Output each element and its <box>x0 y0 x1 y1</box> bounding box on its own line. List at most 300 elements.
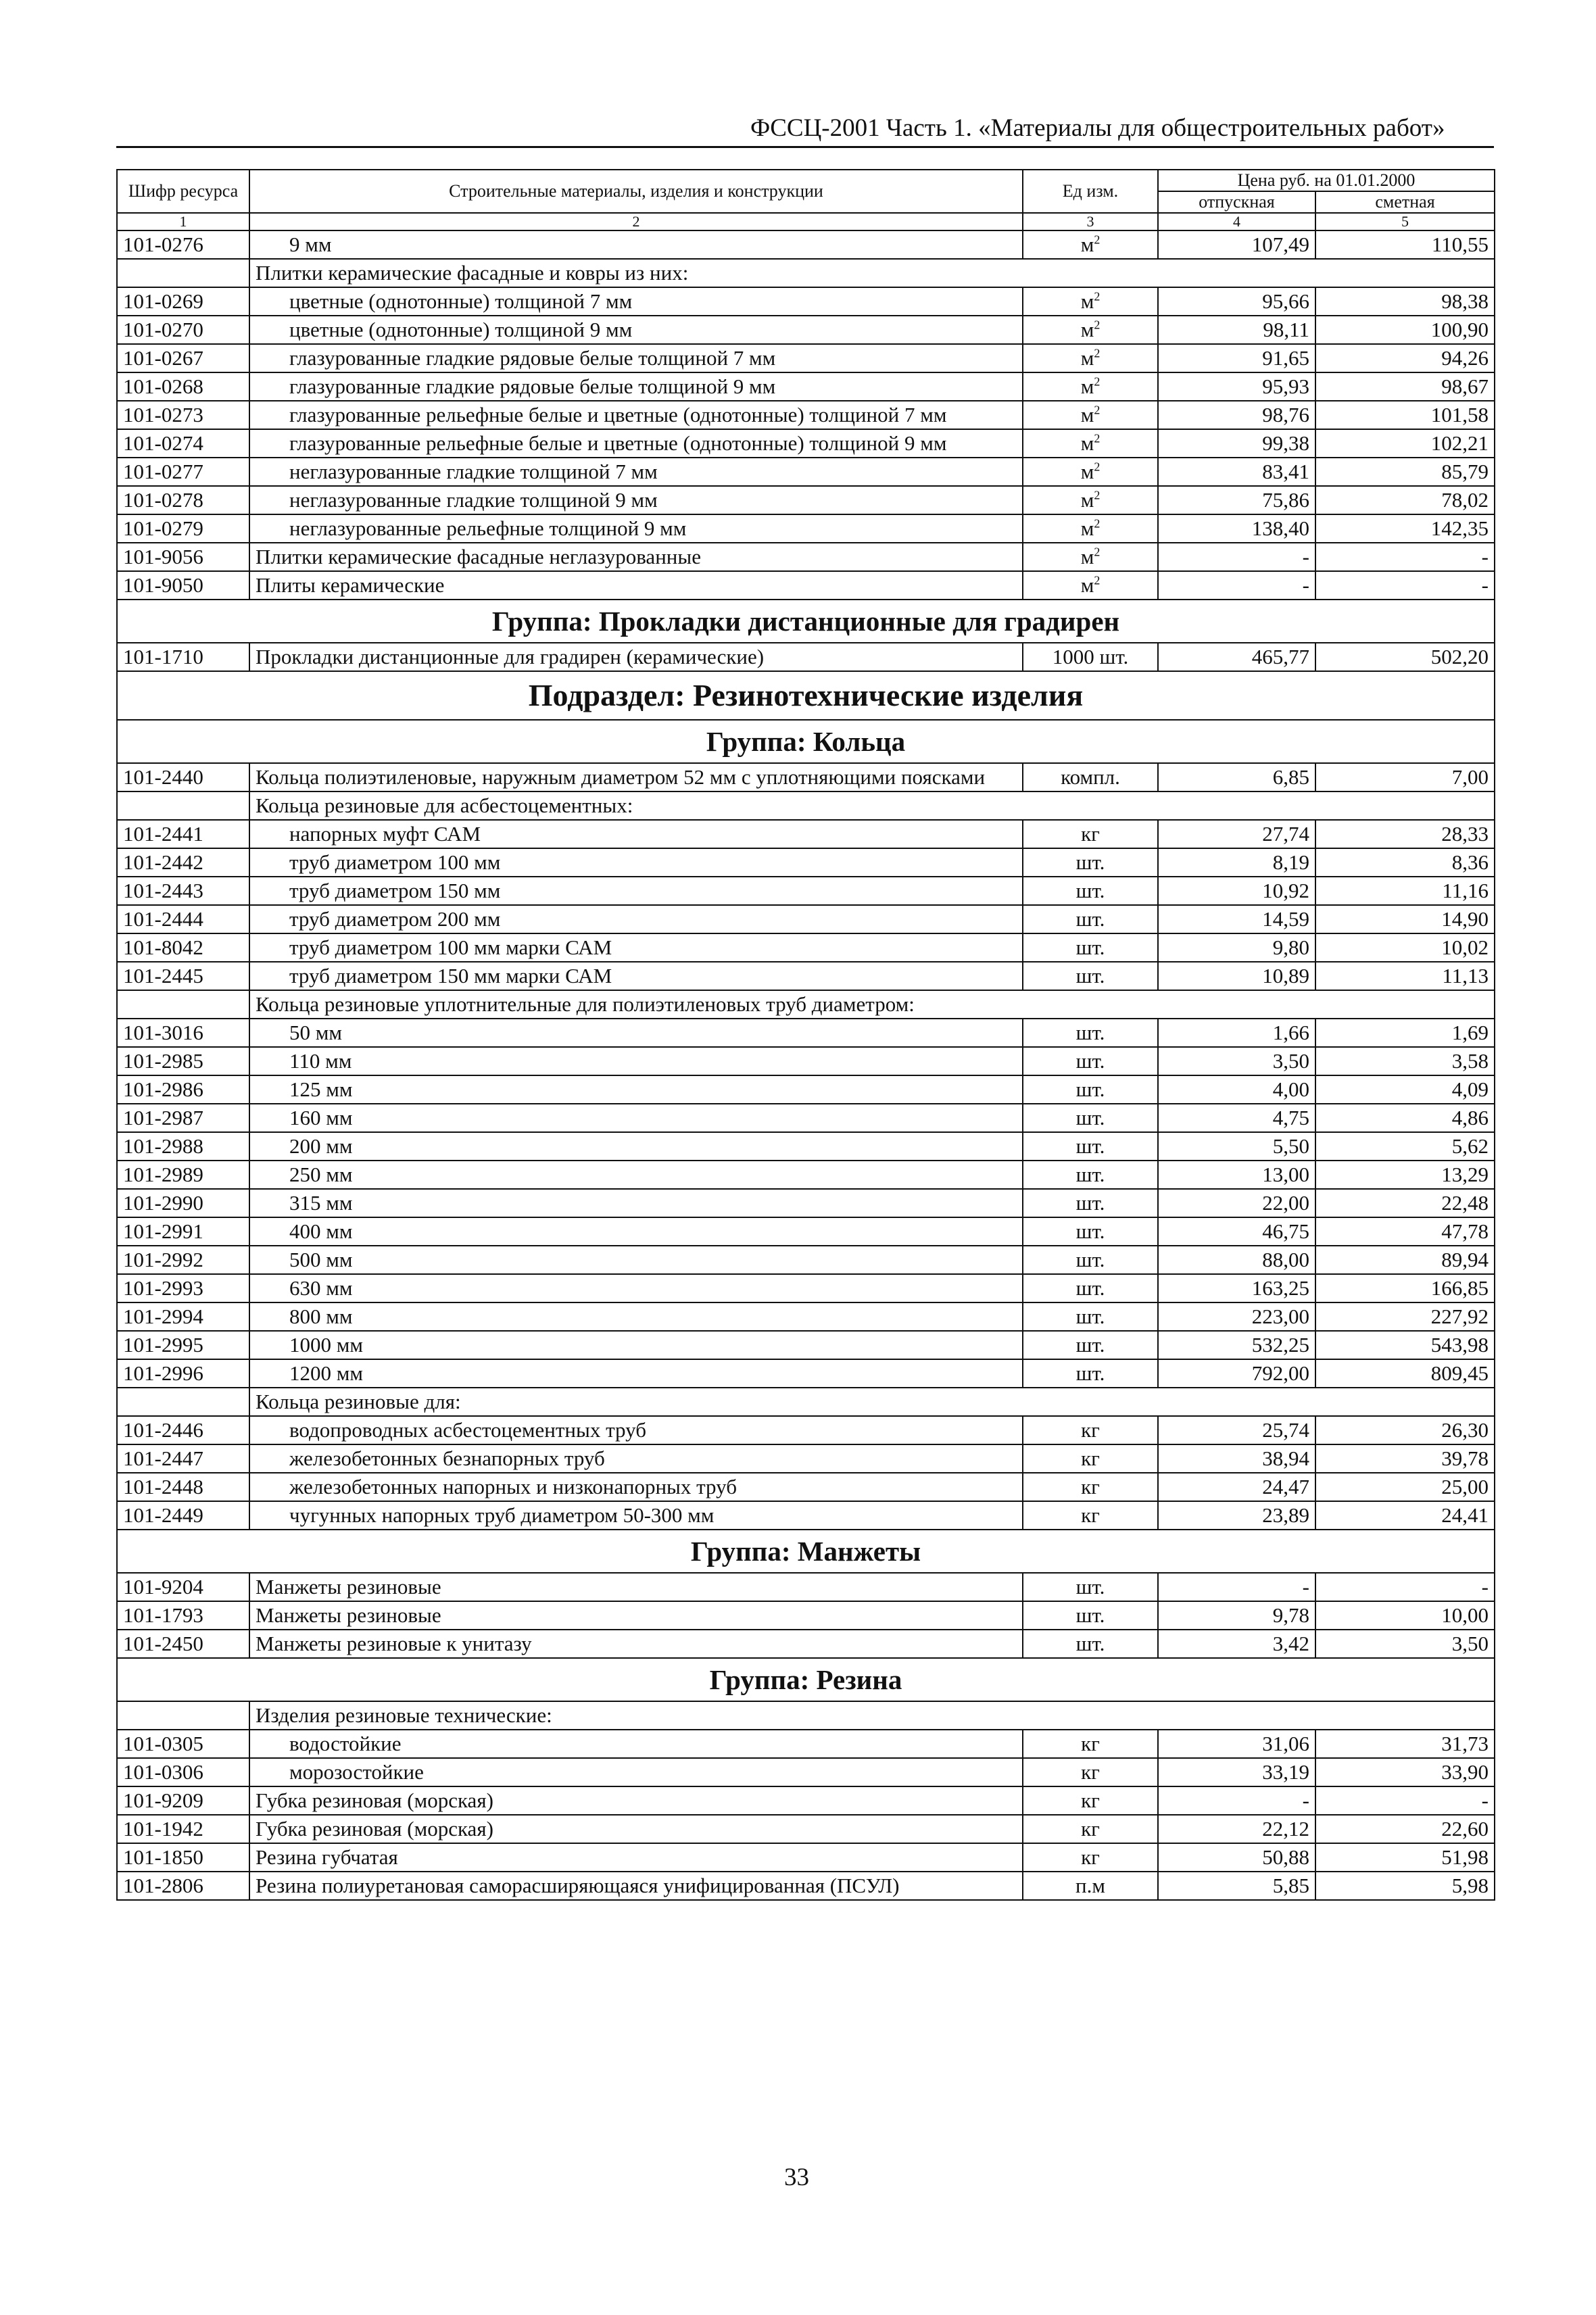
group-heading-row <box>117 600 1495 643</box>
unit-of-measure: шт. <box>1075 879 1105 902</box>
caption-text: Кольца резиновые уплотнительные для полиэтиленовых труб диаметром: <box>249 990 1495 1019</box>
release-price: 46,75 <box>1158 1217 1315 1246</box>
unit-cell <box>1023 962 1158 990</box>
estimate-price: 51,98 <box>1315 1843 1495 1872</box>
table-row <box>117 1132 1495 1161</box>
estimate-price: 22,60 <box>1315 1815 1495 1843</box>
release-price: 95,93 <box>1158 372 1315 401</box>
group-heading: Группа: Кольца <box>117 720 1495 763</box>
material-name: труб диаметром 150 мм марки САМ <box>249 962 1023 990</box>
unit-exponent: 2 <box>1094 346 1101 360</box>
release-price: 138,40 <box>1158 514 1315 543</box>
estimate-price: 89,94 <box>1315 1246 1495 1274</box>
estimate-price: 14,90 <box>1315 905 1495 933</box>
column-number: 3 <box>1023 213 1158 230</box>
table-row <box>117 1359 1495 1388</box>
unit-of-measure: м <box>1080 289 1094 313</box>
release-price: 223,00 <box>1158 1302 1315 1331</box>
estimate-price: 94,26 <box>1315 344 1495 372</box>
unit-of-measure: шт. <box>1075 1077 1105 1101</box>
release-price: 9,80 <box>1158 933 1315 962</box>
material-name: 110 мм <box>249 1047 1023 1075</box>
release-price: 1,66 <box>1158 1019 1315 1047</box>
resource-code: 101-9056 <box>117 543 249 571</box>
material-name: глазурованные рельефные белые и цветные (однотонные) толщиной 7 мм <box>249 401 1023 429</box>
estimate-price: 102,21 <box>1315 429 1495 458</box>
estimate-price: 110,55 <box>1315 230 1495 259</box>
table-row <box>117 230 1495 259</box>
section-heading-row <box>117 671 1495 720</box>
material-name: неглазурованные гладкие толщиной 7 мм <box>249 458 1023 486</box>
release-price: 75,86 <box>1158 486 1315 514</box>
unit-cell <box>1023 1786 1158 1815</box>
release-price: 23,89 <box>1158 1501 1315 1530</box>
resource-code: 101-1850 <box>117 1843 249 1872</box>
release-price: 31,06 <box>1158 1730 1315 1758</box>
page-number: 33 <box>784 2164 809 2191</box>
release-price: 13,00 <box>1158 1161 1315 1189</box>
column-number: 4 <box>1158 213 1315 230</box>
estimate-price: 101,58 <box>1315 401 1495 429</box>
table-row <box>117 1444 1495 1473</box>
estimate-price: 8,36 <box>1315 848 1495 877</box>
resource-code: 101-2985 <box>117 1047 249 1075</box>
resource-code: 101-2442 <box>117 848 249 877</box>
material-name: Губка резиновая (морская) <box>249 1786 1023 1815</box>
price-table <box>116 169 1495 1901</box>
unit-cell <box>1023 1047 1158 1075</box>
release-price: 14,59 <box>1158 905 1315 933</box>
table-row <box>117 1730 1495 1758</box>
release-price: 5,50 <box>1158 1132 1315 1161</box>
resource-code: 101-0268 <box>117 372 249 401</box>
column-number-row <box>117 213 1495 230</box>
column-header-price: Цена руб. на 01.01.2000 <box>1158 170 1495 191</box>
estimate-price: 11,13 <box>1315 962 1495 990</box>
unit-cell <box>1023 1161 1158 1189</box>
unit-cell <box>1023 1416 1158 1444</box>
resource-code: 101-0269 <box>117 287 249 316</box>
table-row <box>117 1786 1495 1815</box>
group-heading: Группа: Манжеты <box>117 1530 1495 1573</box>
table-row <box>117 763 1495 791</box>
column-header-code: Шифр ресурса <box>117 170 249 213</box>
release-price: 5,85 <box>1158 1872 1315 1900</box>
resource-code: 101-2989 <box>117 1161 249 1189</box>
estimate-price: 11,16 <box>1315 877 1495 905</box>
material-name: Кольца полиэтиленовые, наружным диаметром 52 мм с уплотняющими поясками <box>249 763 1023 791</box>
unit-of-measure: 1000 шт. <box>1052 645 1129 668</box>
material-name: 1200 мм <box>249 1359 1023 1388</box>
material-name: водостойкие <box>249 1730 1023 1758</box>
resource-code: 101-2987 <box>117 1104 249 1132</box>
material-name: Прокладки дистанционные для градирен (керамические) <box>249 643 1023 671</box>
resource-code: 101-2445 <box>117 962 249 990</box>
unit-of-measure: м <box>1080 403 1094 427</box>
caption-text: Изделия резиновые технические: <box>249 1701 1495 1730</box>
column-header-release-price: отпускная <box>1158 191 1315 213</box>
release-price: 83,41 <box>1158 458 1315 486</box>
material-name: цветные (однотонные) толщиной 9 мм <box>249 316 1023 344</box>
group-heading-row <box>117 1530 1495 1573</box>
resource-code: 101-2441 <box>117 820 249 848</box>
unit-cell <box>1023 1189 1158 1217</box>
unit-cell <box>1023 1359 1158 1388</box>
table-row <box>117 514 1495 543</box>
unit-of-measure: кг <box>1081 1845 1100 1869</box>
material-name: 160 мм <box>249 1104 1023 1132</box>
resource-code: 101-0279 <box>117 514 249 543</box>
resource-code: 101-2444 <box>117 905 249 933</box>
unit-of-measure: м <box>1080 233 1094 256</box>
section-heading: Подраздел: Резинотехнические изделия <box>117 671 1495 720</box>
unit-of-measure: м <box>1080 318 1094 341</box>
table-row <box>117 848 1495 877</box>
unit-exponent: 2 <box>1094 488 1101 502</box>
unit-cell <box>1023 1501 1158 1530</box>
unit-cell <box>1023 1104 1158 1132</box>
group-heading: Группа: Прокладки дистанционные для градирен <box>117 600 1495 643</box>
table-header-row <box>117 170 1495 191</box>
resource-code: 101-2991 <box>117 1217 249 1246</box>
release-price: 9,78 <box>1158 1601 1315 1630</box>
unit-cell <box>1023 230 1158 259</box>
estimate-price: 10,02 <box>1315 933 1495 962</box>
material-name: 50 мм <box>249 1019 1023 1047</box>
unit-of-measure: м <box>1080 346 1094 370</box>
column-header-unit: Ед изм. <box>1023 170 1158 213</box>
unit-cell <box>1023 1331 1158 1359</box>
unit-cell <box>1023 1132 1158 1161</box>
release-price: - <box>1158 543 1315 571</box>
estimate-price: 33,90 <box>1315 1758 1495 1786</box>
table-row <box>117 1217 1495 1246</box>
document-header-title: ФССЦ-2001 Часть 1. «Материалы для общестроительных работ» <box>750 114 1445 142</box>
resource-code: 101-2986 <box>117 1075 249 1104</box>
material-name: 1000 мм <box>249 1331 1023 1359</box>
caption-text: Кольца резиновые для: <box>249 1388 1495 1416</box>
unit-exponent: 2 <box>1094 516 1101 531</box>
material-name: глазурованные рельефные белые и цветные (однотонные) толщиной 9 мм <box>249 429 1023 458</box>
resource-code: 101-2992 <box>117 1246 249 1274</box>
table-row <box>117 962 1495 990</box>
material-name: Манжеты резиновые <box>249 1601 1023 1630</box>
unit-cell <box>1023 1302 1158 1331</box>
unit-of-measure: шт. <box>1075 1191 1105 1215</box>
estimate-price: - <box>1315 1573 1495 1601</box>
estimate-price: 5,62 <box>1315 1132 1495 1161</box>
unit-of-measure: компл. <box>1061 765 1120 789</box>
unit-exponent: 2 <box>1094 289 1101 303</box>
unit-cell <box>1023 1601 1158 1630</box>
unit-of-measure: кг <box>1081 1817 1100 1841</box>
table-row <box>117 1104 1495 1132</box>
release-price: 6,85 <box>1158 763 1315 791</box>
unit-of-measure: шт. <box>1075 1575 1105 1599</box>
table-row <box>117 1019 1495 1047</box>
table-row <box>117 1302 1495 1331</box>
table-row <box>117 1161 1495 1189</box>
resource-code: 101-0277 <box>117 458 249 486</box>
unit-cell <box>1023 1730 1158 1758</box>
resource-code: 101-0305 <box>117 1730 249 1758</box>
estimate-price: 3,58 <box>1315 1047 1495 1075</box>
resource-code: 101-0270 <box>117 316 249 344</box>
unit-cell <box>1023 1246 1158 1274</box>
resource-code: 101-0273 <box>117 401 249 429</box>
unit-of-measure: шт. <box>1075 1333 1105 1357</box>
estimate-price: - <box>1315 571 1495 600</box>
release-price: 3,42 <box>1158 1630 1315 1658</box>
resource-code: 101-9050 <box>117 571 249 600</box>
material-name: 125 мм <box>249 1075 1023 1104</box>
table-row <box>117 372 1495 401</box>
material-name: Резина полиуретановая саморасширяющаяся унифицированная (ПСУЛ) <box>249 1872 1023 1900</box>
unit-of-measure: кг <box>1081 1788 1100 1812</box>
material-name: глазурованные гладкие рядовые белые толщиной 9 мм <box>249 372 1023 401</box>
table-row <box>117 1843 1495 1872</box>
release-price: 50,88 <box>1158 1843 1315 1872</box>
material-name: 315 мм <box>249 1189 1023 1217</box>
estimate-price: 47,78 <box>1315 1217 1495 1246</box>
estimate-price: 25,00 <box>1315 1473 1495 1501</box>
unit-of-measure: шт. <box>1075 1603 1105 1627</box>
table-row <box>117 905 1495 933</box>
unit-of-measure: кг <box>1081 1446 1100 1470</box>
unit-exponent: 2 <box>1094 545 1101 559</box>
unit-of-measure: шт. <box>1075 1305 1105 1328</box>
material-name: Плитки керамические фасадные неглазурованные <box>249 543 1023 571</box>
column-header-name: Строительные материалы, изделия и конструкции <box>249 170 1023 213</box>
caption-text: Плитки керамические фасадные и ковры из них: <box>249 259 1495 287</box>
material-name: неглазурованные гладкие толщиной 9 мм <box>249 486 1023 514</box>
unit-of-measure: м <box>1080 545 1094 568</box>
release-price: - <box>1158 571 1315 600</box>
unit-cell <box>1023 1075 1158 1104</box>
unit-cell <box>1023 316 1158 344</box>
unit-cell <box>1023 1573 1158 1601</box>
resource-code: 101-3016 <box>117 1019 249 1047</box>
material-name: труб диаметром 100 мм марки САМ <box>249 933 1023 962</box>
material-name: Плиты керамические <box>249 571 1023 600</box>
release-price: 24,47 <box>1158 1473 1315 1501</box>
table-row <box>117 1416 1495 1444</box>
table-row <box>117 877 1495 905</box>
caption-row <box>117 791 1495 820</box>
material-name: 9 мм <box>249 230 1023 259</box>
resource-code: 101-1942 <box>117 1815 249 1843</box>
group-heading: Группа: Резина <box>117 1658 1495 1701</box>
unit-of-measure: шт. <box>1075 1106 1105 1129</box>
release-price: 792,00 <box>1158 1359 1315 1388</box>
resource-code: 101-2448 <box>117 1473 249 1501</box>
unit-cell <box>1023 486 1158 514</box>
unit-cell <box>1023 1758 1158 1786</box>
release-price: 10,89 <box>1158 962 1315 990</box>
release-price: 98,11 <box>1158 316 1315 344</box>
material-name: морозостойкие <box>249 1758 1023 1786</box>
unit-cell <box>1023 401 1158 429</box>
table-row <box>117 1047 1495 1075</box>
resource-code: 101-2440 <box>117 763 249 791</box>
estimate-price: 166,85 <box>1315 1274 1495 1302</box>
empty-cell <box>117 791 249 820</box>
unit-exponent: 2 <box>1094 233 1101 247</box>
unit-cell <box>1023 429 1158 458</box>
material-name: труб диаметром 150 мм <box>249 877 1023 905</box>
release-price: 4,75 <box>1158 1104 1315 1132</box>
estimate-price: 809,45 <box>1315 1359 1495 1388</box>
table-row <box>117 820 1495 848</box>
resource-code: 101-2449 <box>117 1501 249 1530</box>
unit-cell <box>1023 514 1158 543</box>
unit-of-measure: шт. <box>1075 1219 1105 1243</box>
unit-of-measure: м <box>1080 516 1094 540</box>
column-number: 1 <box>117 213 249 230</box>
resource-code: 101-2446 <box>117 1416 249 1444</box>
table-row <box>117 1274 1495 1302</box>
table-row <box>117 429 1495 458</box>
resource-code: 101-9209 <box>117 1786 249 1815</box>
estimate-price: 22,48 <box>1315 1189 1495 1217</box>
table-row <box>117 1758 1495 1786</box>
release-price: 22,00 <box>1158 1189 1315 1217</box>
material-name: Губка резиновая (морская) <box>249 1815 1023 1843</box>
unit-cell <box>1023 1019 1158 1047</box>
unit-of-measure: шт. <box>1075 1134 1105 1158</box>
unit-exponent: 2 <box>1094 403 1101 417</box>
resource-code: 101-1710 <box>117 643 249 671</box>
unit-cell <box>1023 543 1158 571</box>
release-price: - <box>1158 1786 1315 1815</box>
resource-code: 101-2443 <box>117 877 249 905</box>
unit-cell <box>1023 877 1158 905</box>
unit-cell <box>1023 848 1158 877</box>
material-name: труб диаметром 100 мм <box>249 848 1023 877</box>
estimate-price: 502,20 <box>1315 643 1495 671</box>
unit-of-measure: м <box>1080 488 1094 512</box>
unit-exponent: 2 <box>1094 460 1101 474</box>
unit-of-measure: кг <box>1081 1503 1100 1527</box>
estimate-price: 7,00 <box>1315 763 1495 791</box>
unit-of-measure: кг <box>1081 1760 1100 1784</box>
resource-code: 101-1793 <box>117 1601 249 1630</box>
table-row <box>117 1189 1495 1217</box>
caption-row <box>117 1388 1495 1416</box>
estimate-price: 13,29 <box>1315 1161 1495 1189</box>
unit-cell <box>1023 458 1158 486</box>
material-name: 200 мм <box>249 1132 1023 1161</box>
resource-code: 101-2450 <box>117 1630 249 1658</box>
resource-code: 101-2447 <box>117 1444 249 1473</box>
unit-cell <box>1023 287 1158 316</box>
release-price: 88,00 <box>1158 1246 1315 1274</box>
unit-of-measure: кг <box>1081 1418 1100 1442</box>
material-name: 400 мм <box>249 1217 1023 1246</box>
unit-of-measure: шт. <box>1075 964 1105 988</box>
release-price: 10,92 <box>1158 877 1315 905</box>
unit-cell <box>1023 1444 1158 1473</box>
table-row <box>117 1075 1495 1104</box>
table-row <box>117 1573 1495 1601</box>
release-price: 4,00 <box>1158 1075 1315 1104</box>
release-price: 465,77 <box>1158 643 1315 671</box>
resource-code: 101-2988 <box>117 1132 249 1161</box>
table-row <box>117 287 1495 316</box>
table-row <box>117 1630 1495 1658</box>
estimate-price: 24,41 <box>1315 1501 1495 1530</box>
unit-cell <box>1023 933 1158 962</box>
unit-of-measure: шт. <box>1075 1021 1105 1044</box>
table-row <box>117 486 1495 514</box>
empty-cell <box>117 259 249 287</box>
resource-code: 101-0274 <box>117 429 249 458</box>
caption-row <box>117 1701 1495 1730</box>
table-row <box>117 543 1495 571</box>
empty-cell <box>117 1701 249 1730</box>
material-name: 630 мм <box>249 1274 1023 1302</box>
unit-of-measure: шт. <box>1075 850 1105 874</box>
header-rule <box>116 146 1494 148</box>
unit-of-measure: кг <box>1081 822 1100 846</box>
unit-exponent: 2 <box>1094 374 1101 389</box>
estimate-price: 31,73 <box>1315 1730 1495 1758</box>
release-price: 8,19 <box>1158 848 1315 877</box>
table-row <box>117 1601 1495 1630</box>
unit-cell <box>1023 571 1158 600</box>
unit-of-measure: шт. <box>1075 1248 1105 1271</box>
estimate-price: 5,98 <box>1315 1872 1495 1900</box>
estimate-price: 28,33 <box>1315 820 1495 848</box>
release-price: 91,65 <box>1158 344 1315 372</box>
estimate-price: 543,98 <box>1315 1331 1495 1359</box>
material-name: Манжеты резиновые <box>249 1573 1023 1601</box>
unit-cell <box>1023 1274 1158 1302</box>
material-name: чугунных напорных труб диаметром 50-300 мм <box>249 1501 1023 1530</box>
table-row <box>117 316 1495 344</box>
unit-of-measure: п.м <box>1075 1874 1105 1897</box>
unit-cell <box>1023 344 1158 372</box>
unit-of-measure: шт. <box>1075 907 1105 931</box>
resource-code: 101-0267 <box>117 344 249 372</box>
unit-cell <box>1023 1815 1158 1843</box>
material-name: Манжеты резиновые к унитазу <box>249 1630 1023 1658</box>
table-row <box>117 643 1495 671</box>
release-price: 25,74 <box>1158 1416 1315 1444</box>
estimate-price: 227,92 <box>1315 1302 1495 1331</box>
material-name: водопроводных асбестоцементных труб <box>249 1416 1023 1444</box>
empty-cell <box>117 990 249 1019</box>
release-price: 3,50 <box>1158 1047 1315 1075</box>
resource-code: 101-2993 <box>117 1274 249 1302</box>
estimate-price: 26,30 <box>1315 1416 1495 1444</box>
estimate-price: 4,86 <box>1315 1104 1495 1132</box>
unit-cell <box>1023 372 1158 401</box>
estimate-price: 4,09 <box>1315 1075 1495 1104</box>
table-row <box>117 933 1495 962</box>
release-price: 27,74 <box>1158 820 1315 848</box>
release-price: 532,25 <box>1158 1331 1315 1359</box>
group-heading-row <box>117 720 1495 763</box>
unit-cell <box>1023 1630 1158 1658</box>
unit-cell <box>1023 1843 1158 1872</box>
unit-of-measure: шт. <box>1075 1163 1105 1186</box>
unit-of-measure: кг <box>1081 1732 1100 1755</box>
release-price: 99,38 <box>1158 429 1315 458</box>
resource-code: 101-0276 <box>117 230 249 259</box>
release-price: 33,19 <box>1158 1758 1315 1786</box>
resource-code: 101-2996 <box>117 1359 249 1388</box>
